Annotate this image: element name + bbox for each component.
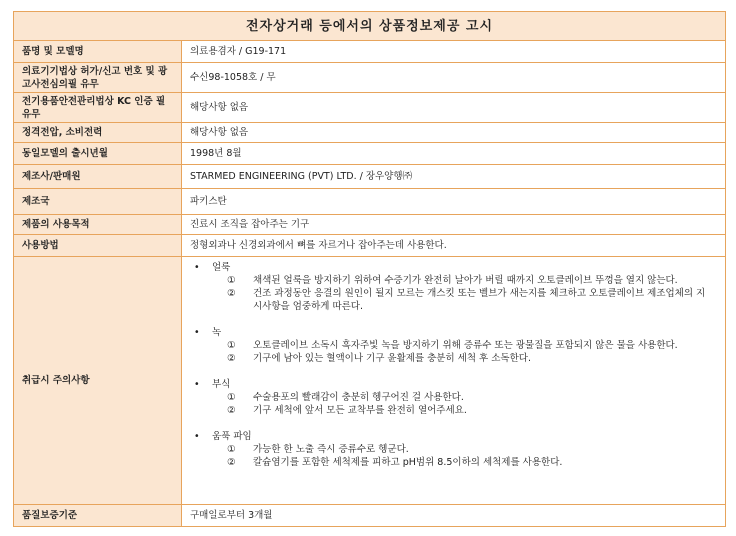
list-item (190, 274, 717, 287)
bullet-icon: • (194, 327, 200, 338)
row-value: 진료시 조직을 잡아주는 기구 (182, 215, 726, 235)
row-label: 사용방법 (14, 235, 182, 257)
table-row (14, 505, 726, 527)
item-number: ② (227, 288, 236, 299)
section-title: 부식 (212, 379, 231, 390)
item-text: 수술용포의 빨래감이 충분히 헹구어진 걸 사용한다. (253, 392, 464, 403)
item-number: ② (227, 405, 236, 416)
section-title: 얼룩 (212, 262, 231, 273)
item-text: 칼슘염기를 포함한 세척제를 피하고 pH범위 8.5이하의 세척제를 사용한다. (253, 457, 563, 468)
table-row (14, 165, 726, 189)
table-row (14, 189, 726, 215)
care-section (190, 430, 717, 469)
list-item (190, 443, 717, 456)
table-row (14, 235, 726, 257)
list-item (190, 352, 717, 365)
row-value: 수신98-1058호 / 무 (182, 63, 726, 93)
bullet-icon: • (194, 379, 200, 390)
care-label: 취급시 주의사항 (14, 257, 182, 505)
row-value: 해당사항 없음 (182, 93, 726, 123)
item-number: ① (227, 275, 236, 286)
item-text: 가능한 한 노출 즉시 증류수로 헹군다. (253, 444, 409, 455)
item-number: ① (227, 340, 236, 351)
list-item (190, 287, 717, 313)
care-instructions (182, 257, 726, 505)
item-number: ② (227, 353, 236, 364)
item-number: ② (227, 457, 236, 468)
row-label: 의료기기법상 허가/신고 번호 및 광고사전심의필 유무 (14, 63, 182, 93)
row-value: 해당사항 없음 (182, 123, 726, 143)
row-value: 1998년 8월 (182, 143, 726, 165)
table-row (14, 215, 726, 235)
product-info-table (13, 11, 726, 527)
list-item (190, 339, 717, 352)
row-label: 제조국 (14, 189, 182, 215)
row-label: 제조사/판매원 (14, 165, 182, 189)
row-value: 구매일로부터 3개월 (182, 505, 726, 527)
list-item (190, 404, 717, 417)
list-item (190, 391, 717, 404)
care-section (190, 261, 717, 313)
section-title: 녹 (212, 327, 222, 338)
table-row (14, 41, 726, 63)
product-info-notice (13, 11, 725, 527)
row-label: 제품의 사용목적 (14, 215, 182, 235)
item-text: 기구에 남아 있는 혈액이나 기구 윤활제를 충분히 세척 후 소독한다. (253, 353, 531, 364)
row-label: 품질보증기준 (14, 505, 182, 527)
notice-title: 전자상거래 등에서의 상품정보제공 고시 (14, 12, 726, 41)
table-row (14, 63, 726, 93)
row-value: 파키스탄 (182, 189, 726, 215)
item-text: 오토클레이브 소독시 흑자주빛 녹을 방지하기 위해 증류수 또는 광물질을 포함되지 않은 물을 사용한다. (253, 340, 678, 351)
bullet-icon: • (194, 431, 200, 442)
item-text: 기구 세척에 앞서 모든 교착부를 완전히 열어주세요. (253, 405, 467, 416)
care-row (14, 257, 726, 505)
table-row (14, 143, 726, 165)
item-number: ① (227, 444, 236, 455)
item-text: 건조 과정동안 응결의 원인이 될지 모르는 개스킷 또는 벨브가 새는지를 체크하고 오토클레이브 제조업체의 지시사항을 엄중하게 따른다. (253, 288, 706, 312)
row-label: 품명 및 모델명 (14, 41, 182, 63)
item-number: ① (227, 392, 236, 403)
row-value: 의료용겸자 / G19-171 (182, 41, 726, 63)
row-label: 동일모델의 출시년월 (14, 143, 182, 165)
table-row (14, 123, 726, 143)
bullet-icon: • (194, 262, 200, 273)
row-value: STARMED ENGINEERING (PVT) LTD. / 장우양행㈜ (182, 165, 726, 189)
table-row (14, 93, 726, 123)
care-section (190, 326, 717, 365)
item-text: 채색된 얼룩을 방지하기 위하여 수증기가 완전히 날아가 버릴 때까지 오토클레이브 뚜껑을 열지 않는다. (253, 275, 678, 286)
row-value: 정형외과나 신경외과에서 뼈를 자르거나 잡아주는데 사용한다. (182, 235, 726, 257)
care-section (190, 378, 717, 417)
list-item (190, 456, 717, 469)
section-title: 움푹 파임 (212, 431, 252, 442)
row-label: 정격전압, 소비전력 (14, 123, 182, 143)
row-label: 전기용품안전관리법상 KC 인증 필 유무 (14, 93, 182, 123)
title-row (14, 12, 726, 41)
